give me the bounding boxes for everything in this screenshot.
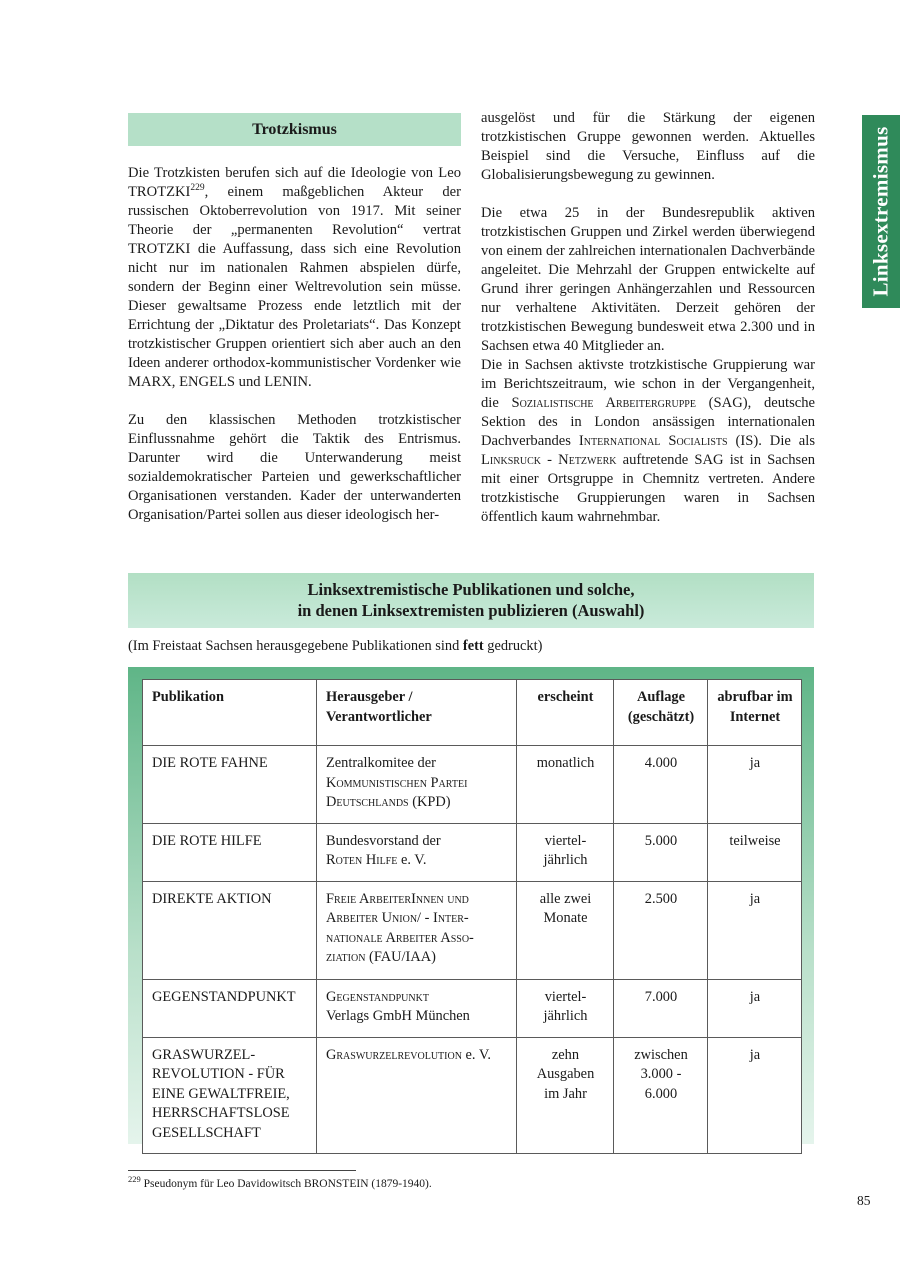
- footnote-divider: [128, 1170, 356, 1171]
- cell-herausgeber: Zentralkomitee der Kommunistischen Partei Deutschlands (KPD): [317, 746, 517, 824]
- cell-internet: ja: [708, 746, 802, 824]
- section-heading: Trotzkismus: [128, 113, 461, 146]
- bold-note: (Im Freistaat Sachsen herausgegebene Publikationen sind fett gedruckt): [128, 638, 543, 654]
- footnote-ref: 229: [190, 183, 205, 194]
- cell-herausgeber: Gegenstandpunkt Verlags GmbH München: [317, 979, 517, 1037]
- paragraph: Die Trotzkisten berufen sich auf die Ideologie von Leo TROTZKI$^{229}$, einem maßgeblichen Akteur der russischen Oktoberrevolution von 1917. Mit seiner Theorie der „permanenten Revolution“ vertrat TROTZKI die Auffassung, dass sich eine Revolution nicht nur im nationalen Rahmen abspielen dürfe, sondern der Beginn einer Weltrevolution sein müsse. Dieser gewaltsame Prozess ende letztlich mit der Errichtung der „Diktatur des Proletariats“. Das Konzept trotzkistischer Gruppen orientiert sich aber auch an den Ideen anderer orthodox-kommunistischer Vordenker wie MARX, ENGELS und LENIN.: [128, 165, 461, 390]
- cell-auflage: 4.000: [614, 746, 708, 824]
- cell-auflage: 2.500: [614, 881, 708, 979]
- cell-internet: ja: [708, 1037, 802, 1154]
- footnote: $^{229}$ Pseudonym für Leo Davidowitsch BRONSTEIN (1879-1940).: [128, 1174, 432, 1190]
- cell-erscheint: viertel- jährlich: [517, 979, 614, 1037]
- col-header-herausgeber: Herausgeber / Verantwortlicher: [317, 680, 517, 746]
- cell-publikation: DIE ROTE HILFE: [143, 823, 317, 881]
- cell-herausgeber: Freie ArbeiterInnen und Arbeiter Union/ - Inter- nationale Arbeiter Asso- ziation (FAU/IAA): [317, 881, 517, 979]
- cell-herausgeber: Bundesvorstand der Roten Hilfe e. V.: [317, 823, 517, 881]
- table-header-row: [143, 680, 802, 746]
- table-row: [143, 746, 802, 824]
- cell-publikation: GRASWURZEL- REVOLUTION - FÜR EINE GEWALTFREIE, HERRSCHAFTSLOSE GESELLSCHAFT: [143, 1037, 317, 1154]
- cell-auflage: 5.000: [614, 823, 708, 881]
- cell-auflage: zwischen 3.000 - 6.000: [614, 1037, 708, 1154]
- right-column: [481, 109, 815, 527]
- table-row: [143, 823, 802, 881]
- cell-publikation: DIE ROTE FAHNE: [143, 746, 317, 824]
- table-row: [143, 1037, 802, 1154]
- paragraph: Die in Sachsen aktivste trotzkistische Gruppierung war im Berichtszeitraum, wie schon in der Vergangenheit, die Sozialistische Arbeitergruppe (SAG), deutsche Sektion des in London ansässigen internationalen Dachverbandes International Socialists (IS). Die als Linksruck - Netzwerk auftretende SAG ist in Sachsen mit einer Ortsgruppe in Chemnitz vertreten. Andere trotzkistische Gruppierungen waren in Sachsen öffentlich kaum wahrnehmbar.: [481, 357, 816, 525]
- side-tab-label: Linksextremismus: [868, 126, 893, 297]
- table-row: [143, 979, 802, 1037]
- page-number: 85: [857, 1193, 871, 1208]
- cell-erscheint: alle zwei Monate: [517, 881, 614, 979]
- cell-erscheint: viertel- jährlich: [517, 823, 614, 881]
- table-row: [143, 881, 802, 979]
- cell-internet: ja: [708, 979, 802, 1037]
- col-header-abrufbar: abrufbar im Internet: [708, 680, 802, 746]
- cell-internet: teilweise: [708, 823, 802, 881]
- col-header-erscheint: erscheint: [517, 680, 614, 746]
- cell-internet: ja: [708, 881, 802, 979]
- cell-publikation: DIREKTE AKTION: [143, 881, 317, 979]
- cell-erscheint: monatlich: [517, 746, 614, 824]
- paragraph: ausgelöst und für die Stärkung der eigenen trotzkistischen Gruppe gewonnen werden. Aktuelles Beispiel sind die Versuche, Einfluss auf die Globalisierungsbewegung zu gewinnen.: [481, 110, 815, 183]
- cell-publikation: GEGENSTANDPUNKT: [143, 979, 317, 1037]
- publications-table: [142, 679, 802, 1154]
- publications-box: [128, 667, 814, 1144]
- col-header-publikation: Publikation: [143, 680, 317, 746]
- paragraph: Die etwa 25 in der Bundesrepublik aktiven trotzkistischen Gruppen und Zirkel werden überwiegend von einem der zahlreichen internationalen Dachverbände angeleitet. Die Mehrzahl der Gruppen entwickelte auf Grund ihrer geringen Anhängerzahlen und Ressourcen nur verhaltene Aktivitäten. Derzeit gehören der trotzkistischen Bewegung bundesweit etwa 2.300 und in Sachsen etwa 40 Mitglieder an.: [481, 205, 815, 354]
- publications-box-title: Linksextremistische Publikationen und solche, in denen Linksextremisten publizieren (Auswahl): [128, 573, 814, 628]
- cell-auflage: 7.000: [614, 979, 708, 1037]
- cell-herausgeber: Graswurzelrevolution e. V.: [317, 1037, 517, 1154]
- left-column: [128, 164, 461, 525]
- section-side-tab: [862, 115, 900, 308]
- paragraph: Zu den klassischen Methoden trotzkistischer Einflussnahme gehört die Taktik des Entrismus. Darunter wird die Unterwanderung meist sozialdemokratischer Parteien und gewerkschaftlicher Organisationen verstanden. Kader der unterwanderten Organisation/Partei sollen aus dieser ideologisch her-: [128, 412, 461, 523]
- cell-erscheint: zehn Ausgaben im Jahr: [517, 1037, 614, 1154]
- col-header-auflage: Auflage (geschätzt): [614, 680, 708, 746]
